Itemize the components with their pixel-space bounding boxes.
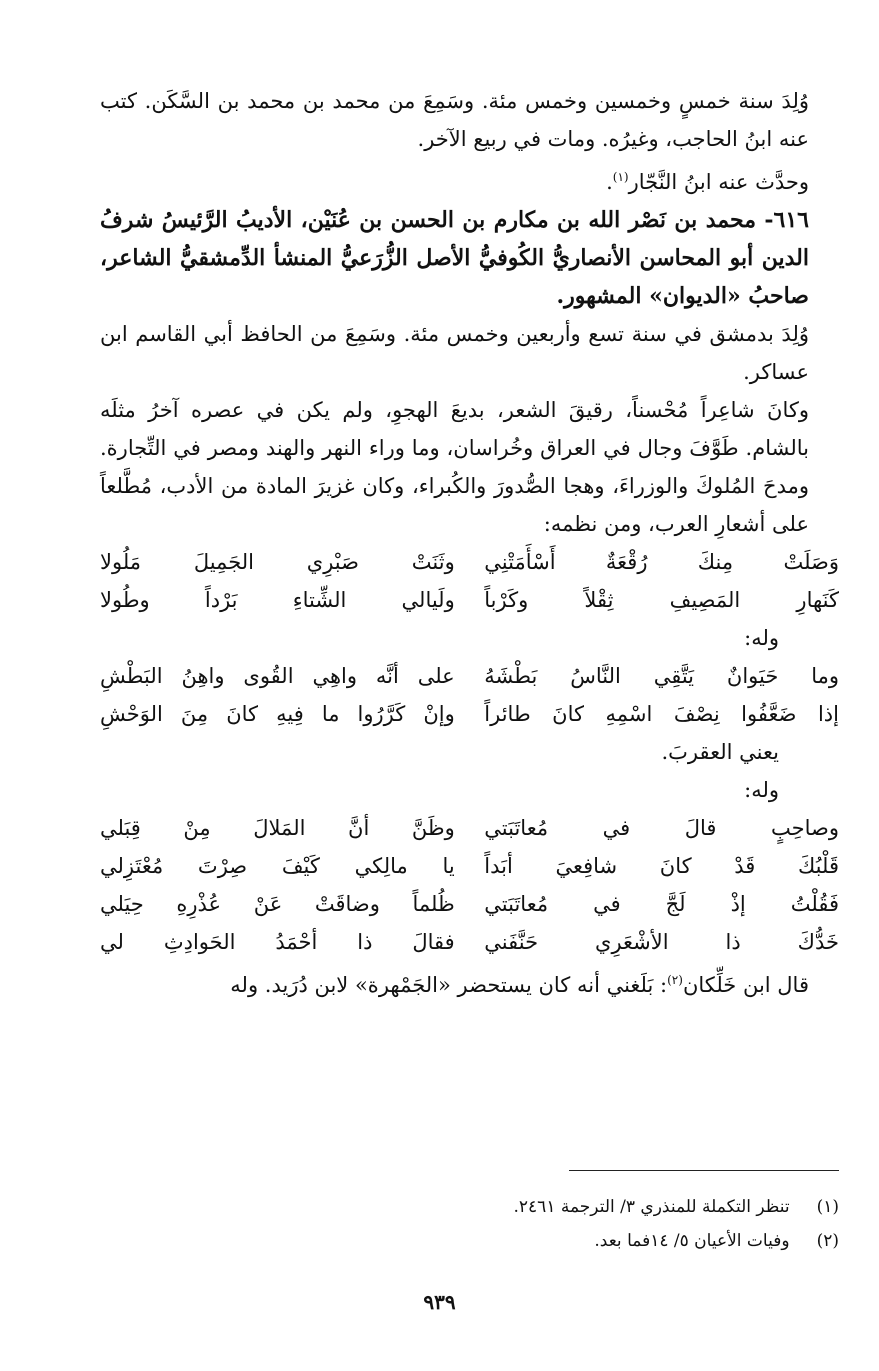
- verse-second-hemistich: وثَنَتْ صَبْرِي الجَمِيلَ مَلُولا: [100, 550, 455, 574]
- entry-heading: ٦١٦- محمد بن نَصْر الله بن مكارم بن الحسن بن عُنَيْن، الأديبُ الرَّئيسُ شرفُ الدين أبو المحاسن الأنصاريُّ الكُوفيُّ الأصل الزُّرَعيُّ المنشأ الدِّمشقيُّ الشاعر، صاحبُ «الديوان» المشهور.: [100, 207, 809, 309]
- footnote-text: تنظر التكملة للمنذري ٣/ الترجمة ٢٤٦١.: [513, 1197, 790, 1217]
- lahu-label-2: وله:: [744, 778, 779, 802]
- verse-second-hemistich: ظُلماً وضاقَتْ عَنْ عُذْرِهِ حِيَلي: [100, 892, 455, 916]
- footnote-text: وفيات الأعيان ٥/ ١٤فما بعد.: [594, 1231, 790, 1251]
- footnote-number: (١): [816, 1197, 839, 1217]
- verse-first-hemistich: إذا ضَعَّفُوا نِصْفَ اسْمِهِ كانَ طائراً: [484, 702, 839, 726]
- footnote-item: [100, 1190, 839, 1224]
- lahu-label-1: وله:: [744, 626, 779, 650]
- paragraph-ibn-khallikan: [100, 961, 839, 1004]
- narrated-end: .: [606, 170, 613, 194]
- footnote-ref-1[interactable]: (١): [612, 170, 629, 184]
- verse-line: [100, 695, 839, 733]
- verse-first-hemistich: كَنَهارِ المَصِيفِ ثِقْلاً وكَرْباً: [484, 588, 839, 612]
- poem-3: [100, 809, 839, 961]
- verse-line: [100, 847, 839, 885]
- paragraph-birth: وُلِدَ سنة خمسٍ وخمسين وخمس مئة. وسَمِعَ من محمد بن محمد بن السَّكَن. كتب عنه ابنُ الحاجب، وغيرُه. ومات في ربيع الآخر.: [100, 89, 809, 151]
- verse-first-hemistich: فَقُلْتُ إذْ لَجَّ في مُعاتَبَتي: [484, 892, 839, 916]
- footnote-ref-2[interactable]: (٢): [667, 973, 683, 987]
- verse-first-hemistich: وصاحِبٍ قالَ في مُعاتَبَتي: [484, 816, 839, 840]
- footnote-item: [100, 1224, 839, 1258]
- paragraph-born-damascus: وُلِدَ بدمشق في سنة تسع وأربعين وخمس مئة. وسَمِعَ من الحافظ أبي القاسم ابن عساكر.: [100, 322, 809, 384]
- verse-second-hemistich: يا مالِكي كَيْفَ صِرْتَ مُعْتَزِلي: [100, 854, 455, 878]
- verse-line: [100, 543, 839, 581]
- verse-line: [100, 809, 839, 847]
- verse-second-hemistich: فقالَ ذا أحْمَدُ الحَوادِثِ لي: [100, 930, 455, 954]
- verse-second-hemistich: وظَنَّ أنَّ المَلالَ مِنْ قِبَلي: [100, 816, 455, 840]
- page-body: [100, 82, 839, 1004]
- footnotes: [100, 1190, 839, 1258]
- verse-first-hemistich: قَلْبُكَ قَدْ كانَ شافِعيَ أبَداً: [484, 854, 839, 878]
- verse-first-hemistich: وَصَلَتْ مِنكَ رُقْعَةٌ أَسْأَمَتْنِي: [484, 550, 839, 574]
- verse-second-hemistich: على أنَّه واهِي القُوى واهِنُ البَطْشِ: [100, 664, 455, 688]
- ibn-khallikan-quote: : بَلَغني أنه كان يستحضر «الجَمْهرة» لابن دُرَيد. وله: [230, 973, 668, 997]
- poem-1: [100, 543, 839, 619]
- page-number: ٩٣٩: [423, 1290, 456, 1314]
- footnote-number: (٢): [816, 1231, 839, 1251]
- verse-line: [100, 581, 839, 619]
- footnote-divider: [569, 1170, 839, 1171]
- paragraph-biography: وكانَ شاعِراً مُحْسناً، رقيقَ الشعر، بديعَ الهجوِ، ولم يكن في عصره آخرُ مثلَه بالشام. طَوَّفَ وجال في العراق وخُراسان، وما وراء النهر والهند ومصر في التِّجارة. ومدحَ المُلوكَ والوزراءَ، وهجا الصُّدورَ والكُبراء، وكان غزيرَ المادة من الأدب، مُطَّلعاً على أشعارِ العرب، ومن نظمه:: [100, 398, 809, 536]
- verse-line: [100, 923, 839, 961]
- verse-second-hemistich: ولَيالي الشِّتاءِ بَرْداً وطُولا: [100, 588, 455, 612]
- verse-line: [100, 657, 839, 695]
- narrated-text: وحدَّث عنه ابنُ النَّجّار: [628, 170, 809, 194]
- poem-2: [100, 657, 839, 733]
- verse-second-hemistich: وإنْ كَرَّرُوا ما فِيهِ كانَ مِنَ الوَحْشِ: [100, 702, 455, 726]
- ibn-khallikan-text: قال ابن خَلِّكان: [682, 973, 809, 997]
- verse-first-hemistich: وما حَيَوانٌ يَتَّقِي النَّاسُ بَطْشَهُ: [484, 664, 839, 688]
- paragraph-narrated: [100, 158, 839, 201]
- verse-first-hemistich: خَدُّكَ ذا الأشْعَرِي حَنَّفَني: [484, 930, 839, 954]
- verse-line: [100, 885, 839, 923]
- riddle-answer: يعني العقربَ.: [661, 740, 779, 764]
